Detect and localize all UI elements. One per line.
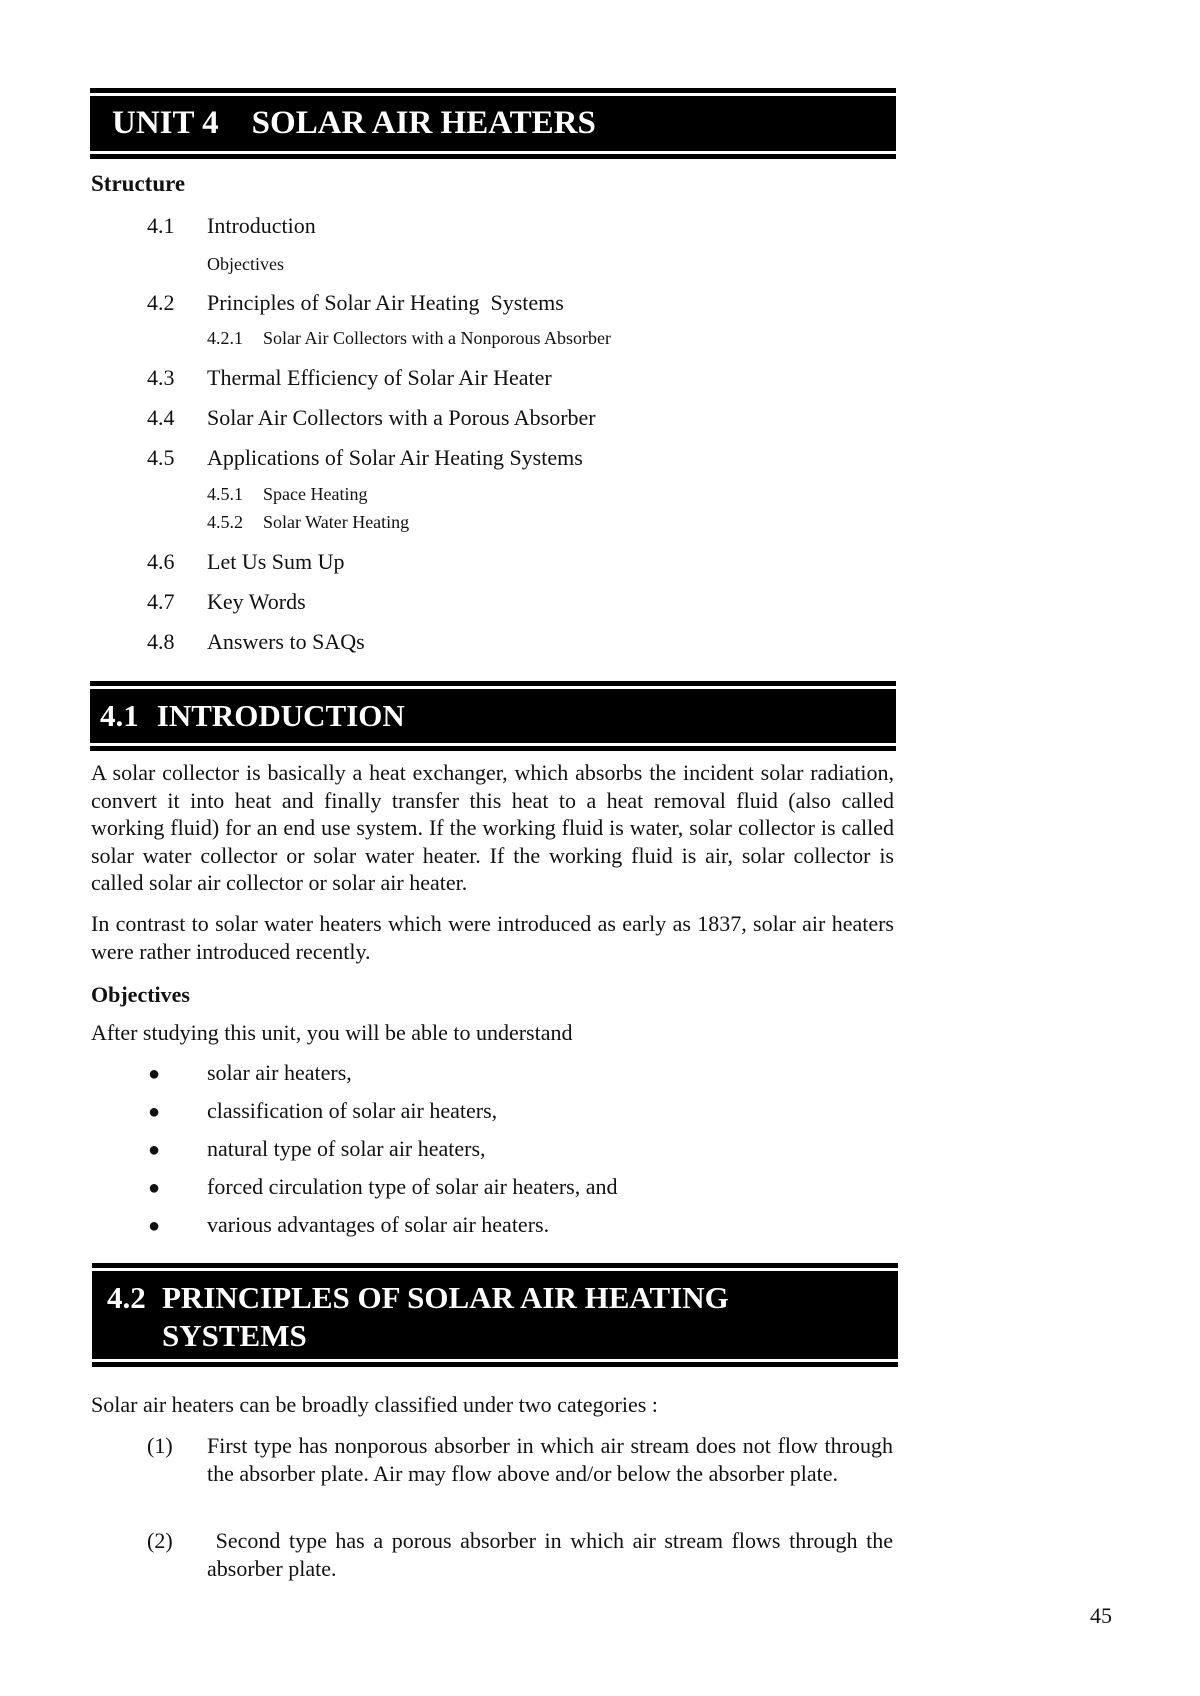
- toc-item[interactable]: [147, 589, 306, 615]
- toc-subitem[interactable]: [207, 328, 611, 349]
- toc-item-number: 4.5.2: [207, 512, 243, 532]
- toc-item-number: 4.8: [147, 629, 175, 654]
- objectives-lead: After studying this unit, you will be able to understand: [91, 1020, 573, 1045]
- toc-subitem[interactable]: [207, 484, 367, 505]
- toc-item-label: Solar Water Heating: [263, 512, 410, 532]
- toc-item[interactable]: [147, 445, 583, 471]
- objective-text: classification of solar air heaters,: [207, 1098, 498, 1123]
- structure-heading: Structure: [91, 171, 186, 196]
- toc-item[interactable]: [147, 549, 345, 575]
- toc-item-number: 4.5.1: [207, 484, 243, 504]
- toc-item-label: Space Heating: [263, 484, 368, 504]
- toc-item-label: Thermal Efficiency of Solar Air Heater: [207, 365, 552, 390]
- objective-item: [148, 1174, 617, 1200]
- toc-item-label: Answers to SAQs: [207, 629, 365, 654]
- section-title: INTRODUCTION: [156, 698, 405, 733]
- section-number: 4.2: [107, 1280, 146, 1315]
- objectives-heading: Objectives: [91, 982, 190, 1007]
- category-label: (1): [147, 1433, 173, 1458]
- objective-item: [148, 1136, 486, 1162]
- toc-item[interactable]: [147, 213, 316, 239]
- bullet-icon: ●: [148, 1139, 161, 1161]
- toc-item-label: Introduction: [207, 213, 316, 238]
- principles-section-banner: [92, 1263, 898, 1367]
- objective-text: solar air heaters,: [207, 1060, 352, 1085]
- objective-item: [148, 1060, 352, 1086]
- banner-top-rule: [90, 681, 896, 686]
- toc-item-label: Principles of Solar Air Heating Systems: [207, 290, 564, 315]
- toc-item-number: 4.7: [147, 589, 175, 614]
- banner-top-rule: [90, 88, 896, 93]
- toc-item-label: Solar Air Collectors with a Porous Absorber: [207, 405, 596, 430]
- toc-item[interactable]: [147, 629, 365, 655]
- objective-text: natural type of solar air heaters,: [207, 1136, 486, 1161]
- category-item: [147, 1432, 893, 1488]
- unit-title-banner: [90, 88, 896, 159]
- toc-item-number: 4.2: [147, 290, 175, 315]
- objective-text: forced circulation type of solar air heaters, and: [207, 1174, 618, 1199]
- bullet-icon: ●: [148, 1101, 161, 1123]
- toc-item-label: Let Us Sum Up: [207, 549, 345, 574]
- toc-item-number: 4.3: [147, 365, 175, 390]
- bullet-icon: ●: [148, 1215, 161, 1237]
- banner-bottom-rule: [90, 746, 896, 751]
- category-text: Second type has a porous absorber in which air stream flows through the absorber plate.: [207, 1528, 899, 1581]
- intro-section-bar: [90, 689, 896, 743]
- toc-item[interactable]: [147, 405, 596, 431]
- toc-item-number: 4.6: [147, 549, 175, 574]
- intro-section-banner: [90, 681, 896, 751]
- section-number: 4.1: [100, 698, 139, 733]
- banner-bottom-rule: [92, 1362, 898, 1367]
- section-title-line2: SYSTEMS: [162, 1318, 307, 1353]
- toc-subitem[interactable]: [207, 512, 409, 533]
- objective-item: [148, 1212, 549, 1238]
- toc-item-label: Applications of Solar Air Heating Systems: [207, 445, 583, 470]
- unit-number: UNIT 4: [112, 105, 219, 141]
- banner-bottom-rule: [90, 154, 896, 159]
- toc-item-number: 4.2.1: [207, 328, 243, 348]
- toc-item-number: 4.1: [147, 213, 175, 238]
- bullet-icon: ●: [148, 1177, 161, 1199]
- objective-item: [148, 1098, 497, 1124]
- intro-paragraph: In contrast to solar water heaters which were introduced as early as 1837, solar air heaters were rather introduced recently.: [91, 911, 894, 964]
- toc-item-label: Objectives: [207, 254, 284, 274]
- page-number: 45: [1090, 1603, 1112, 1628]
- objective-text: various advantages of solar air heaters.: [207, 1212, 550, 1237]
- banner-top-rule: [92, 1263, 898, 1268]
- section-title-line1: PRINCIPLES OF SOLAR AIR HEATING: [162, 1280, 729, 1315]
- category-item: [147, 1527, 899, 1583]
- unit-title-bar: [90, 96, 896, 151]
- toc-item-label: Key Words: [207, 589, 306, 614]
- toc-subitem[interactable]: [207, 254, 284, 275]
- toc-item[interactable]: [147, 365, 552, 391]
- toc-item-number: 4.5: [147, 445, 175, 470]
- unit-title: SOLAR AIR HEATERS: [251, 105, 596, 141]
- bullet-icon: ●: [148, 1063, 161, 1085]
- toc-item[interactable]: [147, 290, 564, 316]
- category-text: First type has nonporous absorber in which air stream does not flow through the absorber plate. Air may flow above and/or below the absorber plate.: [207, 1433, 893, 1486]
- intro-paragraph: A solar collector is basically a heat exchanger, which absorbs the incident solar radiation, convert it into heat and finally transfer this heat to a heat removal fluid (also called working fluid) for an end use system. If the working fluid is water, solar collector is called solar water collector or solar water heater. If the working fluid is air, solar collector is called solar air collector or solar air heater.: [91, 760, 894, 895]
- toc-item-label: Solar Air Collectors with a Nonporous Absorber: [263, 328, 611, 348]
- principles-section-bar: [92, 1271, 898, 1359]
- principles-lead: Solar air heaters can be broadly classified under two categories :: [91, 1392, 658, 1417]
- toc-item-number: 4.4: [147, 405, 175, 430]
- category-label: (2): [147, 1528, 173, 1553]
